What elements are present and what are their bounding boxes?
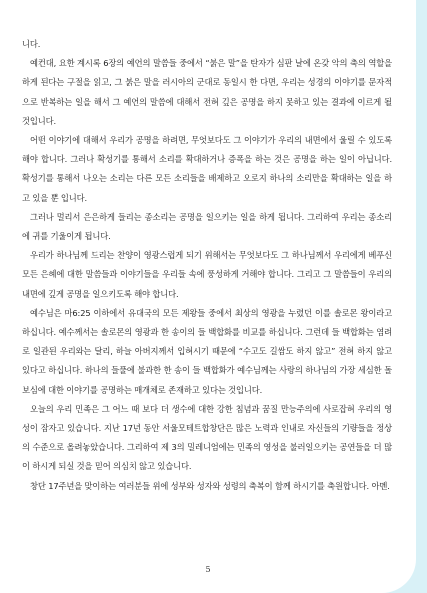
paragraph: 예컨대, 요한 계시록 6장의 예언의 말씀들 중에서 “붉은 말”을 탄자가 심판 날에 온갖 악의 축의 역할을 하게 된다는 구절을 읽고, 그 붉은 말을 러시아의 군대로 동일시 한 다면, 우리는 성경의 이야기를 문자적으로 반복하는 일을 해서 그 예언의 말씀에 대해서 전혀 깊은 공명을 하지 못하고 있는 결과에 이르게 될 것입니다. xyxy=(22,58,392,126)
page-number: 5 xyxy=(205,565,211,574)
paragraph: 창단 17주년을 맞이하는 여러분들 위에 성부와 성자와 성령의 축복이 함께 하시기를 축원합니다. 아멘. xyxy=(30,480,390,491)
body-text xyxy=(22,35,392,496)
paragraph: 우리가 하나님께 드리는 찬양이 영광스럽게 되기 위해서는 무엇보다도 그 하나님께서 우리에게 베푸신 모든 은혜에 대한 말씀들과 이야기들을 우리들 속에 풍성하게 거해야 합니다. 그리고 그 말씀들이 우리의 내면에 깊게 공명을 일으키도록 해야 합니다. xyxy=(22,250,392,299)
paragraph: 어떤 이야기에 대해서 우리가 공명을 하려면, 무엇보다도 그 이야기가 우리의 내면에서 울릴 수 있도록 해야 합니다. 그러나 확성기를 통해서 소리를 확대하거나 증폭을 하는 것은 공명을 하는 일이 아닙니다. 확성기를 통해서 나오는 소리는 다른 모든 소리들을 배제하고 오로지 하나의 소리만을 확대하는 일을 하고 있을 뿐 입니다. xyxy=(22,135,392,203)
paragraph: 니다. xyxy=(22,39,41,49)
paragraph: 그러나 멀리서 은은하게 들리는 종소리는 공명을 일으키는 일을 하게 됩니다. 그리하여 우리는 종소리에 귀를 기울이게 됩니다. xyxy=(22,211,392,242)
paragraph: 오늘의 우리 민족은 그 어느 때 보다 더 생수에 대한 강한 침념과 꿈질 만능주의에 사로잡혀 우리의 영성이 잠자고 있습니다. 지난 17년 동안 서울모테트합창단은 많은 노력과 인내로 자신들의 기량들을 정상의 수준으로 올려놓았습니다. 그리하여 제 3의 밀레니엄에는 민족의 영성을 불러일으키는 공연들을 더 많이 하시게 되실 것을 믿어 의심치 않고 있습니다. xyxy=(22,403,392,472)
paragraph: 예수님은 마6:25 이하에서 유대국의 모든 제왕들 중에서 최상의 영광을 누렸던 이를 솔로몬 왕이라고 하십니다. 예수께서는 솔로몬의 영광과 한 송이의 들 백합화를 비교를 하십니다. 그런데 들 백합화는 염려로 일관된 우리와는 달리, 하늘 아버지께서 입혀시기 때문에 “수고도 길쌈도 하지 않고” 전혀 하지 않고 있다고 하십니다. 하나의 들풀에 불과한 한 송이 들 백합화가 예수님께는 사랑의 하나님의 가장 세심한 돌보심에 대한 이야기를 공명하는 매개체로 존재하고 있다는 것입니다. xyxy=(22,307,392,395)
